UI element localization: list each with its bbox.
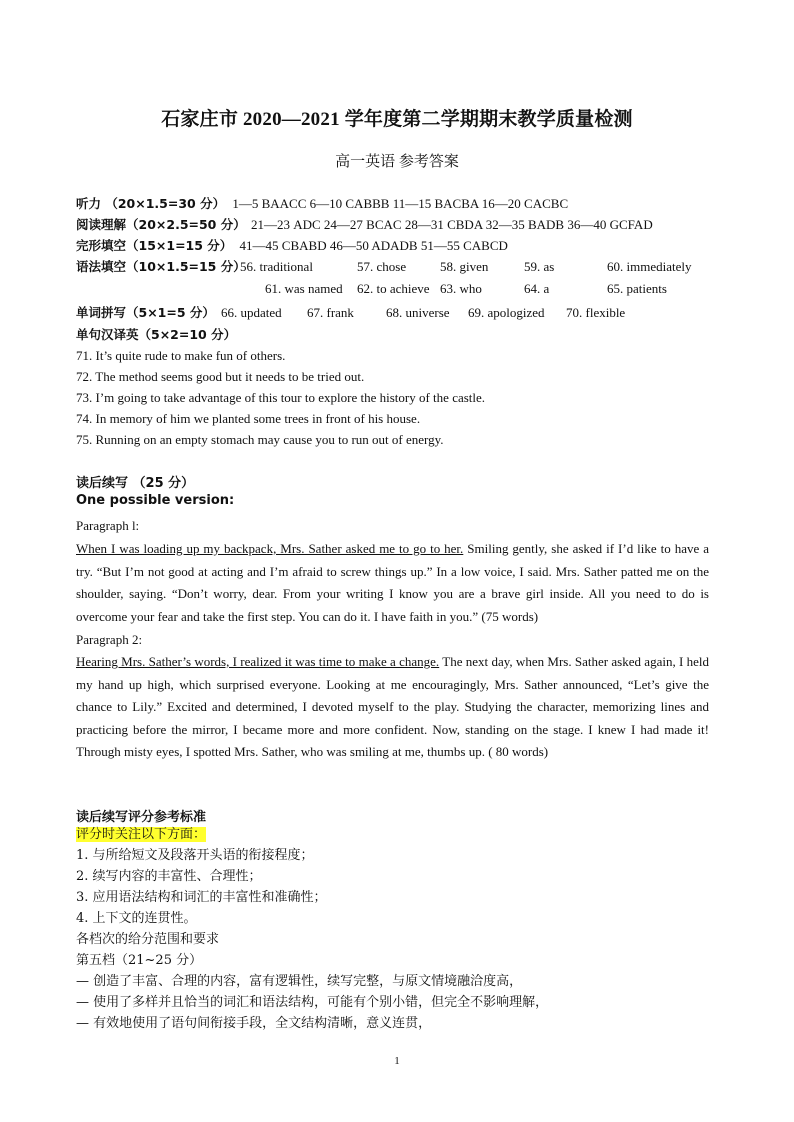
grammar-answer: 62. to achieve	[357, 281, 430, 296]
cloze-answers	[76, 238, 508, 254]
page-title: 石家庄市 2020—2021 学年度第二学期期末教学质量检测	[161, 109, 633, 130]
listening-answers	[76, 196, 568, 212]
paragraph-2	[76, 651, 709, 764]
grammar-answer: 60. immediately	[607, 259, 692, 274]
translation-item: 71. It’s quite rude to make fun of others.	[76, 348, 286, 363]
page-subtitle: 高一英语 参考答案	[335, 154, 459, 170]
scoring-band-item: — 使用了多样并且恰当的词汇和语法结构，可能有个别小错，但完全不影响理解，	[76, 995, 549, 1010]
cloze-text: 41—45 CBABD 46—50 ADADB 51—55 CABCD	[239, 238, 508, 253]
reading-text: 21—23 ADC 24—27 BCAC 28—31 CBDA 32—35 BADB 36—40 GCFAD	[250, 217, 653, 232]
paragraph-1-body: Smiling gently, she asked if I’d like to have a try. “But I’m not good at acting and I’m afraid to screw things up.” In a low voice, I said. Mrs. Sather patted me on the shoulder, saying. “Don’t worry, dear. From your writing I know you are a brave girl inside. All you need to do is overcome your fear and take the first step. You can do it. I have faith in you.” (75 words)	[76, 541, 709, 624]
spelling-answer: 70. flexible	[566, 305, 626, 320]
grammar-answer: 58. given	[440, 259, 489, 274]
scoring-focus	[76, 827, 206, 843]
translation-item: 72. The method seems good but it needs to be tried out.	[76, 369, 365, 384]
reading-label: 阅读理解（20×2.5=50 分）	[76, 217, 246, 232]
writing-label: 读后续写 （25 分）	[76, 476, 195, 491]
translation-item: 74. In memory of him we planted some trees in front of his house.	[76, 411, 421, 426]
grammar-answer: 56. traditional	[240, 259, 313, 274]
writing-version: One possible version:	[76, 493, 235, 508]
scoring-range-title: 各档次的给分范围和要求	[76, 932, 220, 947]
paragraph-2-body: The next day, when Mrs. Sather asked again, I held my hand up high, which surprised everyone. Looking at me encouragingly, Mrs. Sather announced, “Let’s give the chance to Lily.” Excited and determined, I devoted myself to the play. Studying the character, memorizing lines and practicing before the mirror, I became more and more confident. Now, standing on the stage. I knew I had made it! Through misty eyes, I spotted Mrs. Sather, who was smiling at me, thumbs up. ( 80 words)	[76, 654, 710, 759]
reading-answers	[76, 217, 653, 233]
scoring-band: 第五档（21~25 分）	[76, 953, 203, 968]
scoring-heading: 读后续写评分参考标准	[76, 810, 207, 825]
paragraph-2-label: Paragraph 2:	[76, 632, 143, 647]
scoring-criterion: 4. 上下文的连贯性。	[76, 911, 197, 926]
scoring-criterion: 2. 续写内容的丰富性、合理性；	[76, 869, 262, 884]
translation-item: 75. Running on an empty stomach may cause you to run out of energy.	[76, 432, 444, 447]
paragraph-2-opening: Hearing Mrs. Sather’s words, I realized it was time to make a change.	[76, 654, 440, 669]
grammar-label: 语法填空（10×1.5=15 分）	[76, 259, 246, 274]
spelling-label: 单词拼写（5×1=5 分）	[76, 305, 215, 320]
page-number: 1	[394, 1055, 400, 1067]
spelling-answer: 69. apologized	[468, 305, 545, 320]
scoring-band-item: — 创造了丰富、合理的内容，富有逻辑性，续写完整，与原文情境融洽度高，	[76, 974, 523, 989]
spelling-answer: 66. updated	[221, 305, 282, 320]
grammar-answer: 61. was named	[265, 281, 343, 296]
spelling-answer: 68. universe	[386, 305, 450, 320]
grammar-answer: 59. as	[524, 259, 555, 274]
scoring-criterion: 3. 应用语法结构和词汇的丰富性和准确性；	[76, 890, 327, 905]
grammar-answer: 63. who	[440, 281, 482, 296]
listening-label: 听力 （20×1.5=30 分）	[76, 196, 226, 211]
grammar-answer: 64. a	[524, 281, 550, 296]
translation-item: 73. I’m going to take advantage of this tour to explore the history of the castle.	[76, 390, 486, 405]
scoring-band-item: — 有效地使用了语句间衔接手段，全文结构清晰，意义连贯，	[76, 1016, 432, 1031]
translation-label-line	[76, 327, 236, 343]
grammar-label-line	[76, 259, 246, 275]
grammar-answer: 57. chose	[357, 259, 407, 274]
spelling-answer: 67. frank	[307, 305, 354, 320]
paragraph-1	[76, 538, 709, 628]
paragraph-1-opening: When I was loading up my backpack, Mrs. Sather asked me to go to her.	[76, 541, 464, 556]
scoring-focus-text: 评分时关注以下方面：	[76, 827, 207, 842]
scoring-criterion: 1. 与所给短文及段落开头语的衔接程度；	[76, 848, 314, 863]
paragraph-1-label: Paragraph l:	[76, 518, 140, 533]
cloze-label: 完形填空（15×1=15 分）	[76, 238, 233, 253]
listening-text: 1—5 BAACC 6—10 CABBB 11—15 BACBA 16—20 CACBC	[232, 196, 569, 211]
grammar-answer: 65. patients	[607, 281, 667, 296]
translation-label: 单句汉译英（5×2=10 分）	[76, 327, 237, 342]
spelling-label-line	[76, 305, 215, 321]
